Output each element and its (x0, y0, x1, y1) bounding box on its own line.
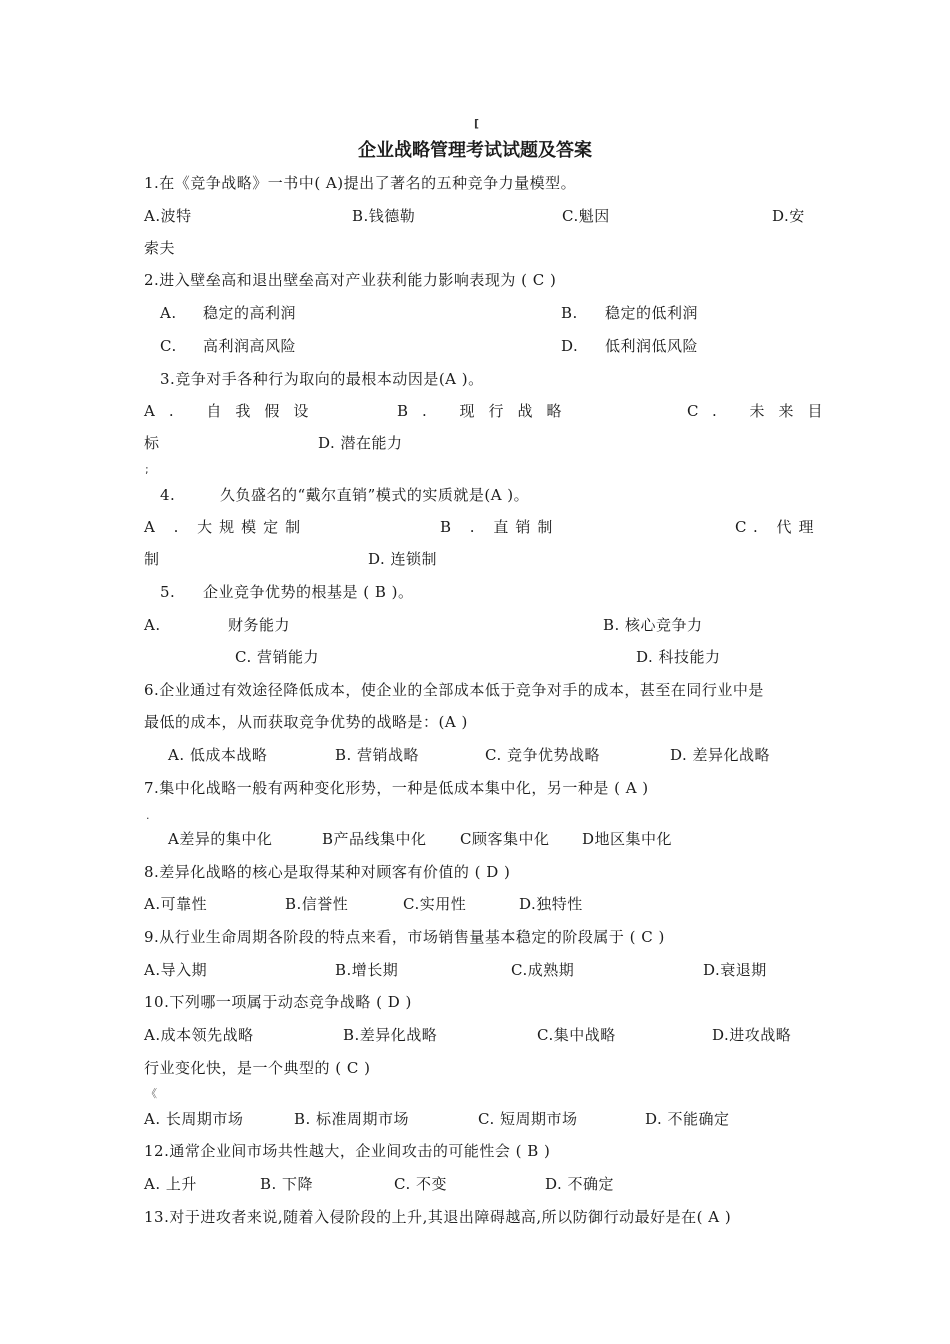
question-7-option-b: B产品线集中化 (322, 830, 427, 848)
question-10-option-a: A.成本领先战略 (144, 1026, 254, 1044)
question-4-option-a: A . 大规模定制 (144, 518, 308, 536)
question-1-option-b: B.钱德勒 (352, 207, 416, 225)
question-3-option-c: C. 未来目 (687, 402, 837, 420)
question-4-option-c: C. 代理 (735, 518, 821, 536)
question-10-option-c: C.集中战略 (537, 1026, 616, 1044)
question-6-option-d: D. 差异化战略 (670, 746, 771, 764)
question-2-option-d-text: 低利润低风险 (605, 337, 699, 355)
question-12-option-c: C. 不变 (394, 1175, 447, 1193)
question-4-option-c-cont: 制 (144, 550, 160, 568)
stray-mark: 《 (146, 1087, 157, 1100)
question-5-number: 5. (160, 583, 176, 601)
question-7-option-a: A差异的集中化 (168, 830, 273, 848)
question-9-stem: 9.从行业生命周期各阶段的特点来看，市场销售量基本稳定的阶段属于 ( C ) (144, 928, 665, 946)
question-13-stem: 13.对于进攻者来说,随着入侵阶段的上升,其退出障碍越高,所以防御行动最好是在( A ) (144, 1208, 732, 1226)
question-2-option-d-letter: D. (561, 337, 579, 355)
stray-mark: [ (474, 117, 480, 130)
question-1-option-d: D.安 (772, 207, 805, 225)
question-5-option-a-letter: A. (144, 616, 161, 634)
question-9-option-b: B.增长期 (335, 961, 399, 979)
question-9-option-a: A.导入期 (144, 961, 208, 979)
page-title: 企业战略管理考试试题及答案 (358, 140, 592, 161)
question-3-stem: 3.竞争对手各种行为取向的最根本动因是(A )。 (160, 370, 484, 388)
question-1-option-a: A.波特 (144, 207, 192, 225)
question-7-stem: 7.集中化战略一般有两种变化形势，一种是低成本集中化，另一种是 ( A ) (144, 779, 649, 797)
question-7-option-d: D地区集中化 (582, 830, 673, 848)
question-2-option-c-letter: C. (160, 337, 177, 355)
question-1-stem: 1.在《竞争战略》一书中( A)提出了著名的五种竞争力量模型。 (144, 174, 577, 192)
question-8-option-a: A.可靠性 (144, 895, 208, 913)
question-4-stem: 久负盛名的“戴尔直销”模式的实质就是(A )。 (220, 486, 530, 504)
question-10-option-b: B.差异化战略 (343, 1026, 438, 1044)
question-3-option-c-cont: 标 (144, 434, 160, 452)
question-2-option-a-letter: A. (160, 304, 177, 322)
question-11-stem: 行业变化快，是一个典型的 ( C ) (144, 1059, 371, 1077)
question-4-option-d: D. 连锁制 (368, 550, 438, 568)
question-2-option-b-text: 稳定的低利润 (605, 304, 699, 322)
question-1-option-c: C.魁因 (562, 207, 610, 225)
question-8-stem: 8.差异化战略的核心是取得某种对顾客有价值的 ( D ) (144, 863, 511, 881)
question-6-stem-line-2: 最低的成本，从而获取竞争优势的战略是：(A ) (144, 713, 468, 731)
question-6-option-c: C. 竞争优势战略 (485, 746, 600, 764)
question-11-option-d: D. 不能确定 (645, 1110, 730, 1128)
question-3-option-a: A. 自我假设 (144, 402, 323, 420)
question-1-option-d-cont: 索夫 (144, 239, 176, 257)
stray-mark: ; (145, 463, 149, 476)
question-2-stem: 2.进入壁垒高和退出壁垒高对产业获利能力影响表现为 ( C ) (144, 271, 557, 289)
question-4-option-b: B . 直销制 (440, 518, 560, 536)
question-3-option-b: B. 现行战略 (397, 402, 576, 420)
question-2-option-a-text: 稳定的高利润 (203, 304, 297, 322)
question-3-option-d: D. 潜在能力 (318, 434, 403, 452)
question-8-option-c: C.实用性 (403, 895, 467, 913)
question-11-option-c: C. 短周期市场 (478, 1110, 578, 1128)
question-11-option-b: B. 标准周期市场 (294, 1110, 410, 1128)
question-10-stem: 10.下列哪一项属于动态竞争战略 ( D ) (144, 993, 412, 1011)
question-2-option-b-letter: B. (561, 304, 578, 322)
question-7-option-c: C顾客集中化 (460, 830, 550, 848)
question-8-option-b: B.信誉性 (285, 895, 349, 913)
question-12-option-b: B. 下降 (260, 1175, 314, 1193)
question-6-option-b: B. 营销战略 (335, 746, 420, 764)
question-5-stem: 企业竞争优势的根基是 ( B )。 (203, 583, 414, 601)
question-9-option-c: C.成熟期 (511, 961, 575, 979)
question-8-option-d: D.独特性 (519, 895, 583, 913)
question-11-option-a: A. 长周期市场 (144, 1110, 244, 1128)
question-5-option-c: C. 营销能力 (235, 648, 319, 666)
question-6-stem-line-1: 6.企业通过有效途径降低成本，使企业的全部成本低于竞争对手的成本，甚至在同行业中是 (144, 681, 764, 699)
stray-mark: . (146, 809, 150, 822)
question-12-option-d: D. 不确定 (545, 1175, 615, 1193)
question-6-option-a: A. 低成本战略 (168, 746, 268, 764)
question-2-option-c-text: 高利润高风险 (203, 337, 297, 355)
question-12-stem: 12.通常企业间市场共性越大，企业间攻击的可能性会 ( B ) (144, 1142, 551, 1160)
question-5-option-a-text: 财务能力 (228, 616, 291, 634)
question-5-option-d: D. 科技能力 (636, 648, 721, 666)
question-9-option-d: D.衰退期 (703, 961, 767, 979)
question-4-number: 4. (160, 486, 176, 504)
question-12-option-a: A. 上升 (144, 1175, 197, 1193)
question-5-option-b: B. 核心竞争力 (603, 616, 703, 634)
question-10-option-d: D.进攻战略 (712, 1026, 792, 1044)
